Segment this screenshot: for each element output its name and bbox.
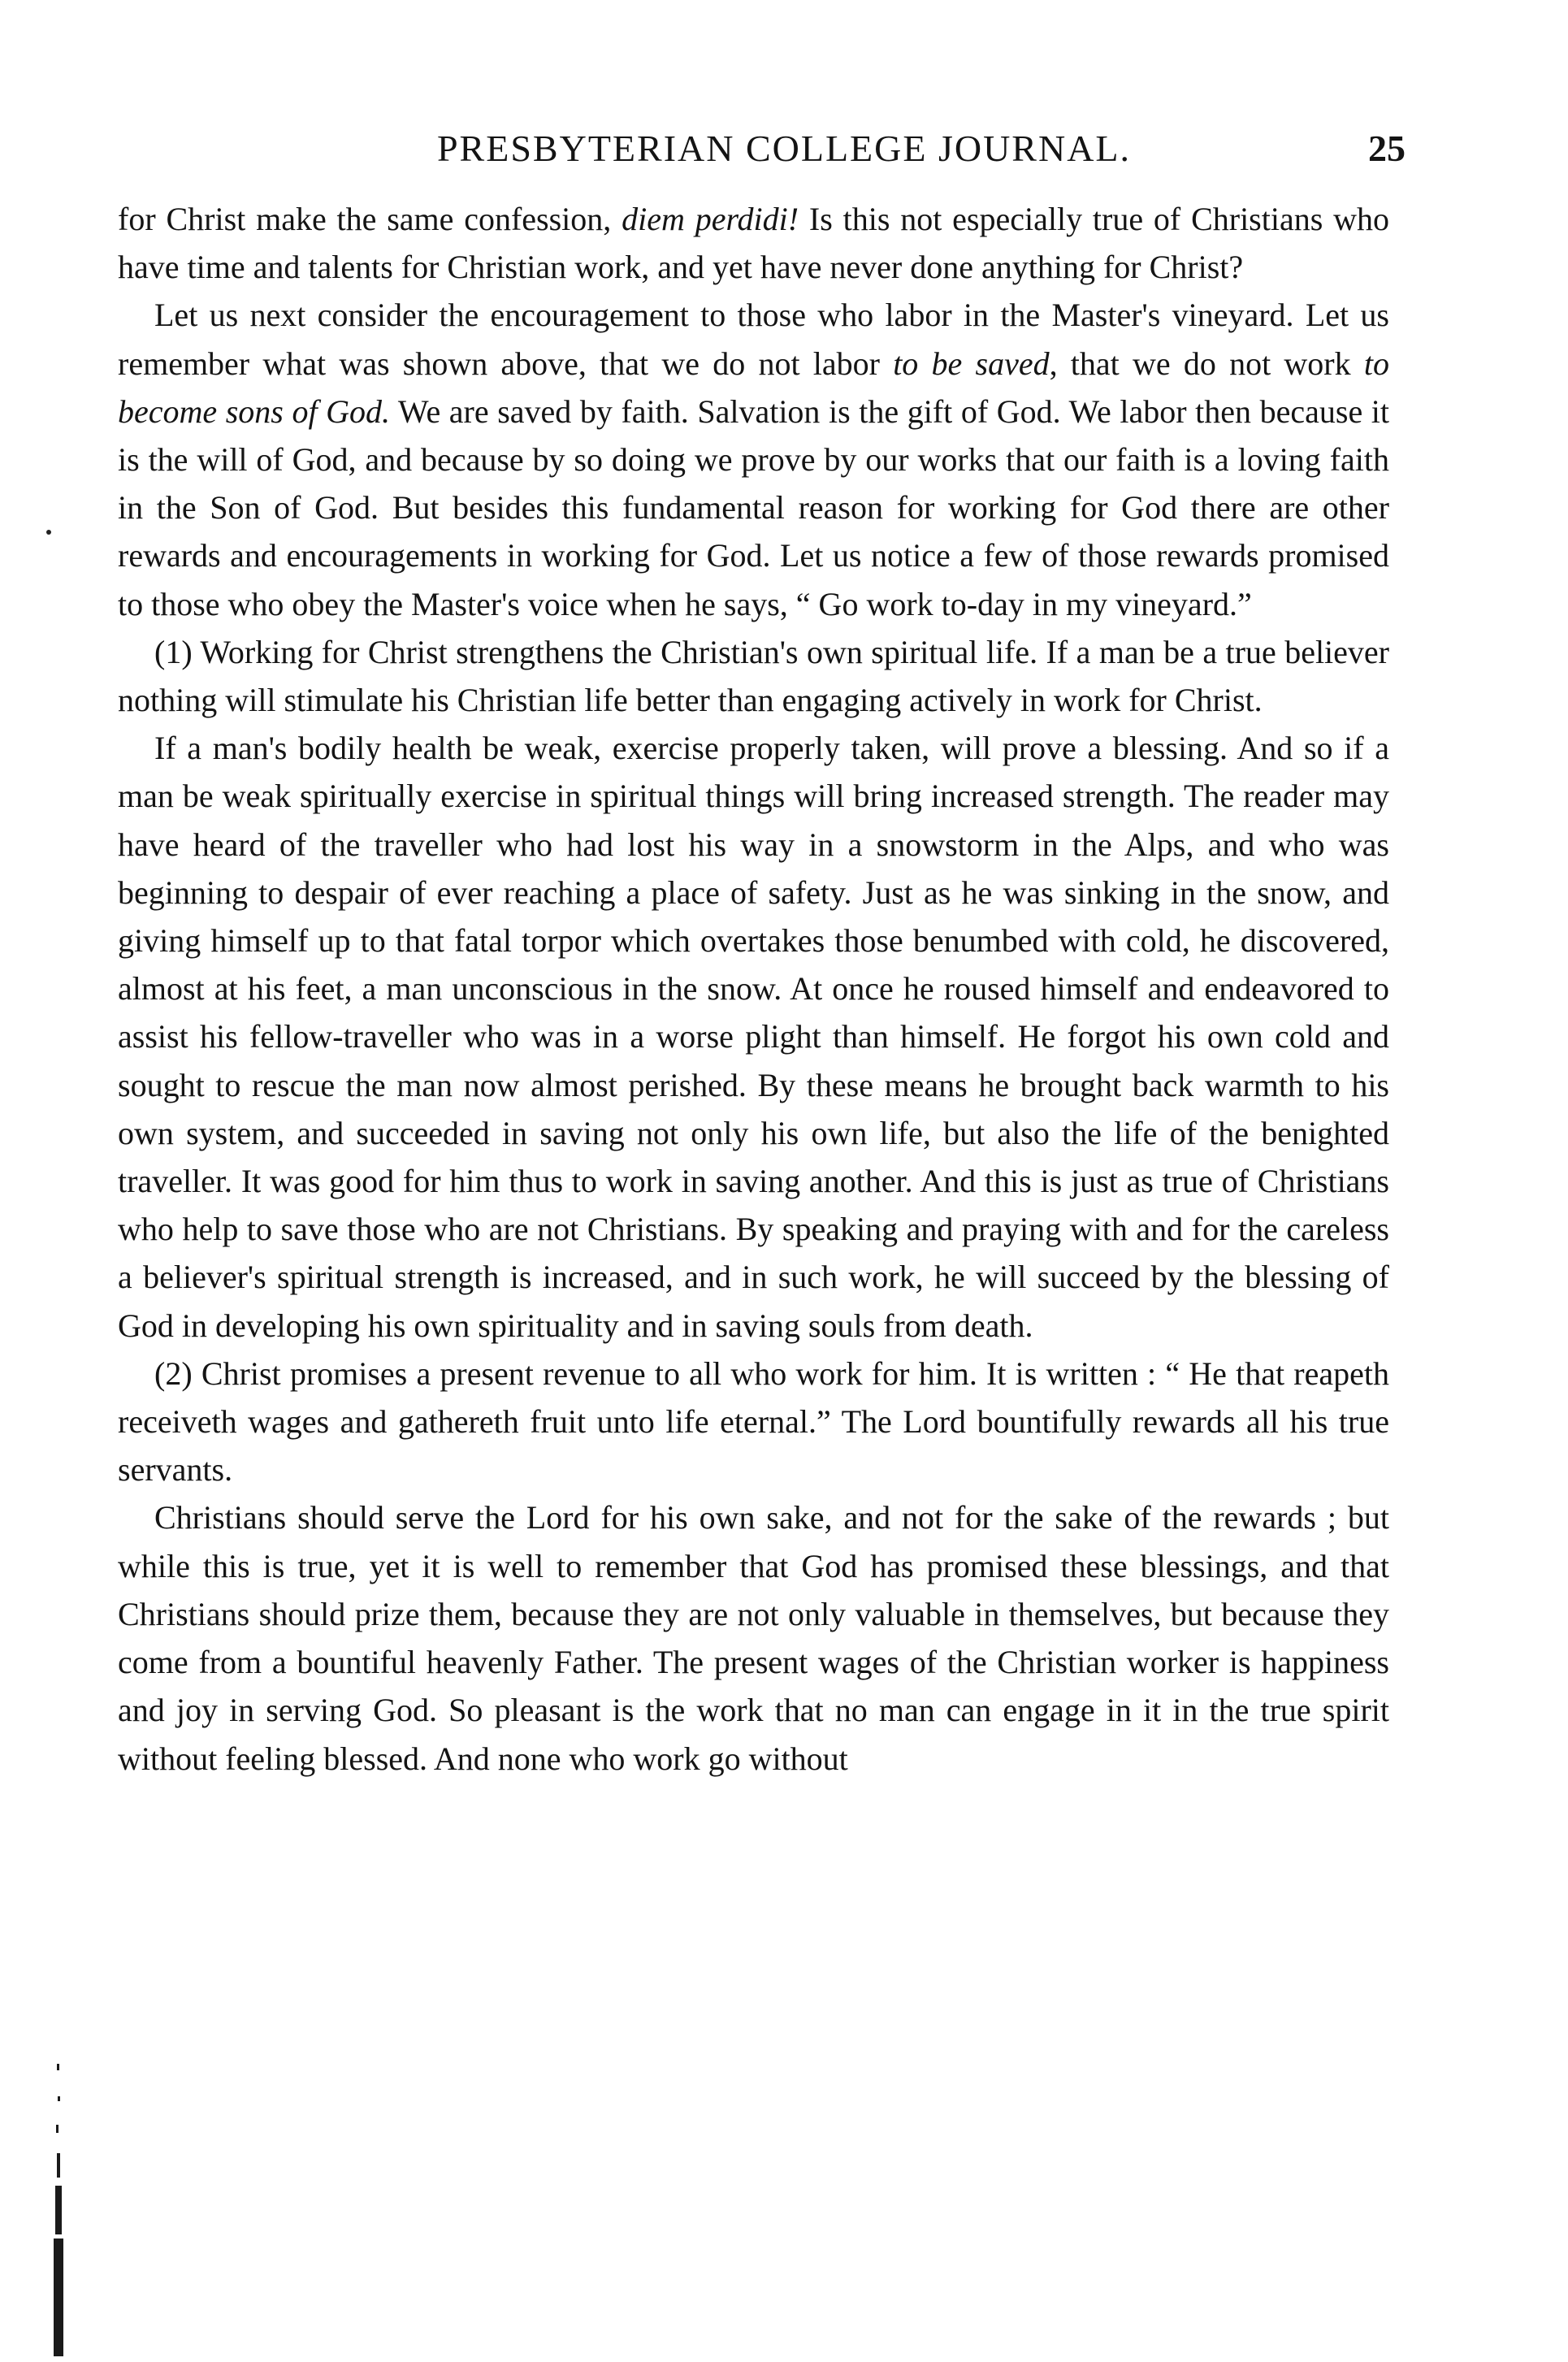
page-header [118,120,1450,177]
scan-edge-marks [50,2064,67,2356]
emphasis-phrase: to be saved [893,345,1050,382]
latin-phrase: diem perdidi! [622,201,799,237]
paragraph-traveller-story: If a man's bodily health be weak, exercise properly taken, will prove a blessing. And so if a man be weak spiritually exercise in spiritual things will bring increased strength. The reader may have heard of the traveller who had lost his way in a snowstorm in the Alps, and who was beginning to despair of ever reaching a place of safety. Just as he was sinking in the snow, and giving himself up to that fatal torpor which overtakes those benumbed with cold, he discovered, almost at his feet, a man unconscious in the snow. At once he roused himself and endeavored to assist his fellow-traveller who was in a worse plight than himself. He forgot his own cold and sought to rescue the man now almost perished. By these means he brought back warmth to his own system, and succeeded in saving not only his own life, but also the life of the benighted traveller. It was good for him thus to work in saving another. And this is just as true of Christians who help to save those who are not Christians. By speaking and praying with and for the careless a believer's spiritual strength is increased, and in such work, he will succeed by the blessing of God in developing his own spirituality and in saving souls from death. [118,730,1389,1344]
paragraph-text: , that we do not work [1049,345,1364,382]
paragraph-encouragement [118,291,1389,627]
paragraph-continued [118,195,1389,291]
emphasis-phrase: to become sons of God. [118,345,1389,430]
paragraph-text: Is this not especially true of Christians who have time and talents for Christian work, and yet have never done anything for Christ? [118,201,1390,286]
paragraph-rewards: Christians should serve the Lord for his own sake, and not for the sake of the rewards ; but while this is true, yet it is well to remember that God has promised these blessings, and that Christians should prize them, because they are not only valuable in themselves, but because they come from a bountiful heavenly Father. The present wages of the Christian worker is happiness and joy in serving God. So pleasant is the work that no man can engage in it in the true spirit without feeling blessed. And none who work go without [118,1499,1389,1777]
paragraph-text: Let us next consider the encouragement to those who labor in the Master's vineyard. Let us remember what was shown above, that we do not labor [118,297,1389,382]
running-title: PRESBYTERIAN COLLEGE JOURNAL. [436,128,1132,169]
paragraph-point-two: (2) Christ promises a present revenue to all who work for him. It is written : “ He that reapeth receiveth wages and gathereth fruit unto life eternal.” The Lord bountifully rewards all his true servants. [118,1354,1389,1489]
ink-dot [46,530,51,535]
paragraph-text: We are saved by faith. Salvation is the gift of God. We labor then because it is the will of God, and because by so doing we prove by our works that our faith is a loving faith in the Son of God. But besides this fundamental reason for working for God there are other rewards and encouragements in working for God. Let us notice a few of those rewards promised to those who obey the Master's voice when he says, “ Go work to-day in my vineyard.” [118,392,1390,622]
paragraph-point-one: (1) Working for Christ strengthens the Christian's own spiritual life. If a man be a true believer nothing will stimulate his Christian life better than engaging actively in work for Christ. [118,633,1389,719]
text-body [118,195,1389,1783]
page-number: 25 [1368,128,1406,169]
paragraph-text: for Christ make the same confession, [118,201,622,237]
